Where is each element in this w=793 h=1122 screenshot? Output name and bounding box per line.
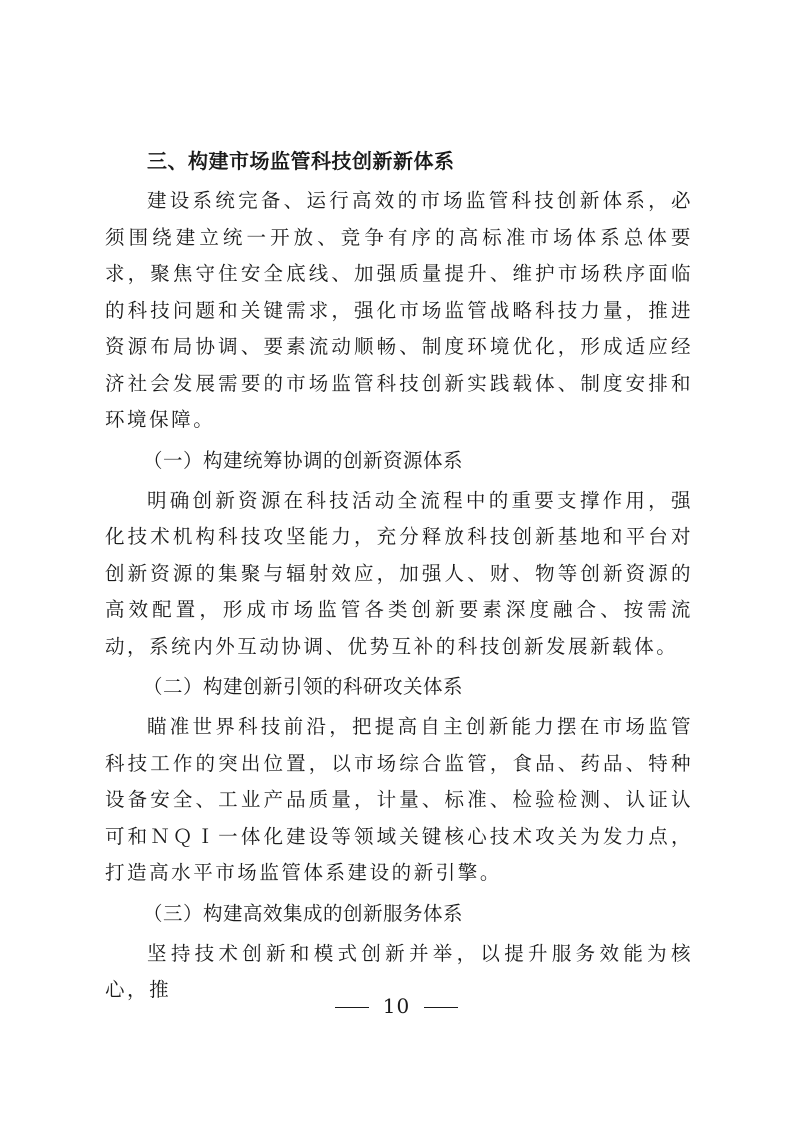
subsection-paragraph-1: 明确创新资源在科技活动全流程中的重要支撑作用，强化技术机构科技攻坚能力，充分释放科技创新基地和平台对创新资源的集聚与辐射效应，加强人、财、物等创新资源的高效配置，形成市场监管各类创新要素深度融合、按需流动，系统内外互动协调、优势互补的科技创新发展新载体。: [105, 488, 693, 658]
footer-dash-right: [424, 1007, 458, 1009]
page-number: 10: [382, 994, 411, 1018]
subsection-paragraph-2: 瞄准世界科技前沿，把提高自主创新能力摆在市场监管科技工作的突出位置，以市场综合监管，食品、药品、特种设备安全、工业产品质量，计量、标准、检验检测、认证认可和ＮＱＩ一体化建设等领域关键核心技术攻关为发力点，打造高水平市场监管体系建设的新引擎。: [105, 715, 693, 884]
footer-dash-left: [335, 1007, 369, 1009]
subsection-heading-1: （一）构建统筹协调的创新资源体系: [143, 448, 464, 472]
page-footer: [0, 994, 793, 1018]
subsection-heading-3: （三）构建高效集成的创新服务体系: [143, 901, 464, 925]
subsection-heading-2: （二）构建创新引领的科研攻关体系: [143, 675, 464, 698]
page-content: [105, 139, 693, 1009]
section-intro-paragraph: 建设系统完备、运行高效的市场监管科技创新体系，必须围绕建立统一开放、竞争有序的高标准市场体系总体要求，聚焦守住安全底线、加强质量提升、维护市场秩序面临的科技问题和关键需求，强化市场监管战略科技力量，推进资源布局协调、要素流动顺畅、制度环境优化，形成适应经济社会发展需要的市场监管科技创新实践载体、制度安排和环境保障。: [105, 189, 693, 431]
section-heading-3: 三、构建市场监管科技创新新体系: [147, 149, 455, 173]
subsection-paragraph-3: 坚持技术创新和模式创新并举，以提升服务效能为核心，推: [105, 941, 693, 1001]
